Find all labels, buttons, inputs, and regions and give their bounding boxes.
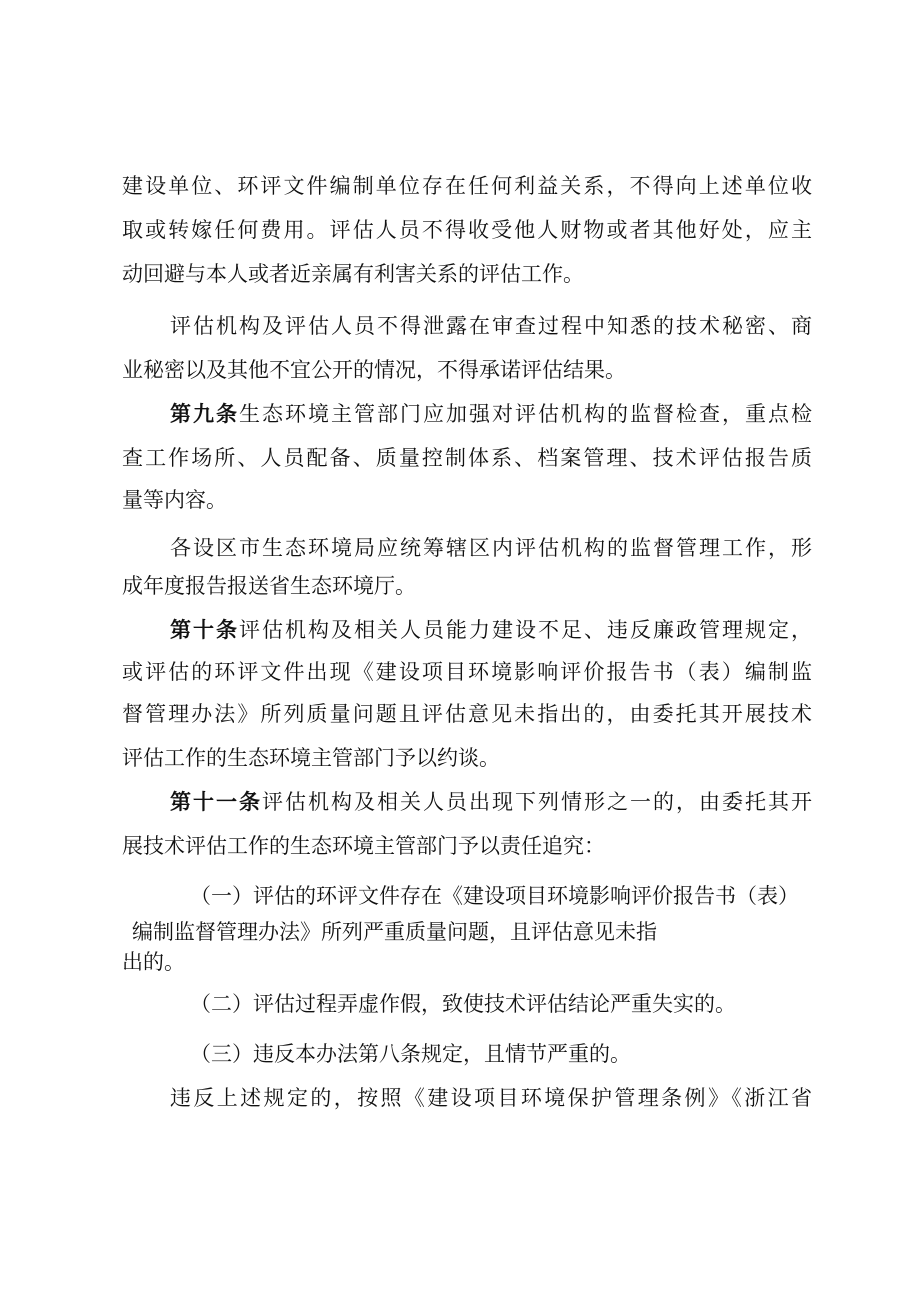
text-line-21: （三）违反本办法第八条规定，且情节严重的。 <box>190 1042 631 1066</box>
text-line-17: （一）评估的环评文件存在《建设项目环境影响评价报告书（表） <box>190 884 799 908</box>
text-line-22: 违反上述规定的，按照《建设项目环境保护管理条例》《浙江省 <box>170 1086 812 1110</box>
text-line-7: 查工作场所、人员配备、质量控制体系、档案管理、技术评估报告质 <box>122 446 812 470</box>
article-10-heading: 第十条 <box>170 618 239 642</box>
text-line-18: 编制监督管理办法》所列严重质量问题，且评估意见未指 <box>132 920 657 944</box>
text-line-12: 或评估的环评文件出现《建设项目环境影响评价报告书（表）编制监 <box>122 660 812 684</box>
text-line-9: 各设区市生态环境局应统筹辖区内评估机构的监督管理工作，形 <box>170 536 812 560</box>
text-line-15: 评估机构及相关人员出现下列情形之一的，由委托其开 <box>262 790 812 814</box>
text-line-2: 取或转嫁任何费用。评估人员不得收受他人财物或者其他好处，应主 <box>122 218 812 242</box>
article-11-first-line <box>170 782 812 822</box>
text-line-3: 动回避与本人或者近亲属有利害关系的评估工作。 <box>122 262 584 286</box>
article-10-first-line <box>170 610 812 650</box>
text-line-13: 督管理办法》所列质量问题且评估意见未指出的，由委托其开展技术 <box>122 702 812 726</box>
text-line-8: 量等内容。 <box>122 488 227 512</box>
text-line-6: 生态环境主管部门应加强对评估机构的监督检查，重点检 <box>239 402 812 426</box>
text-line-1: 建设单位、环评文件编制单位存在任何利益关系，不得向上述单位收 <box>122 174 812 198</box>
text-line-14: 评估工作的生态环境主管部门予以约谈。 <box>122 746 500 770</box>
text-line-4: 评估机构及评估人员不得泄露在审查过程中知悉的技术秘密、商 <box>170 314 812 338</box>
text-line-10: 成年度报告报送省生态环境厅。 <box>122 574 416 598</box>
text-line-20: （二）评估过程弄虚作假，致使技术评估结论严重失实的。 <box>190 992 736 1016</box>
text-line-11: 评估机构及相关人员能力建设不足、违反廉政管理规定， <box>239 618 812 642</box>
article-9-first-line <box>170 394 812 434</box>
text-line-5: 业秘密以及其他不宜公开的情况，不得承诺评估结果。 <box>122 358 626 382</box>
text-line-16: 展技术评估工作的生态环境主管部门予以责任追究： <box>122 834 605 858</box>
article-9-heading: 第九条 <box>170 402 239 426</box>
article-11-heading: 第十一条 <box>170 790 262 814</box>
text-line-19: 出的。 <box>122 950 185 974</box>
